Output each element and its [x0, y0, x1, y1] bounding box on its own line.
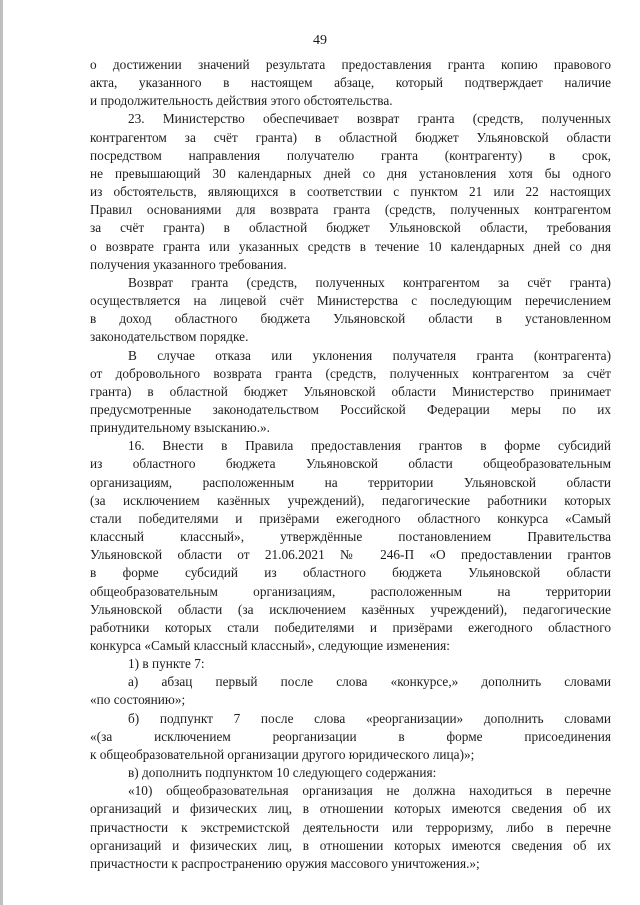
- text-line: в) дополнить подпунктом 10 следующего содержания:: [128, 765, 437, 781]
- text-line: «по состоянию»;: [90, 692, 186, 708]
- text-line: от добровольного возврата гранта (средств, полученных контрагентом за счёт: [90, 365, 611, 381]
- text-line: к общеобразовательной организации другого юридического лица)»;: [90, 746, 475, 762]
- text-line: не превышающий 30 календарных дней со дня установления хотя бы одного: [90, 165, 611, 181]
- text-line: контрагентом за счёт гранта) в областной бюджет Ульяновской области: [90, 129, 611, 145]
- text-line: в форме субсидий из областного бюджета Ульяновской области: [90, 565, 611, 581]
- text-line: получения указанного требования.: [90, 256, 287, 272]
- text-line: общеобразовательным организациям, расположенным на территории: [90, 583, 611, 599]
- text-line: из обстоятельств, являющихся в соответствии с пунктом 21 или 22 настоящих: [90, 184, 611, 200]
- scan-edge: [0, 0, 3, 905]
- page-number: 49: [313, 33, 327, 48]
- text-line: причастности к экстремистской деятельности или терроризму, либо в перечне: [90, 819, 611, 835]
- text-line: работники которых стали победителями и призёрами ежегодного областного: [90, 619, 611, 635]
- text-line: Возврат гранта (средств, полученных контрагентом за счёт гранта): [128, 274, 611, 290]
- text-line: организаций и физических лиц, в отношении которых имеются сведения об их: [90, 837, 611, 853]
- text-line: В случае отказа или уклонения получателя гранта (контрагента): [128, 347, 611, 363]
- text-line: Ульяновской области от 21.06.2021 № 246-П «О предоставлении грантов: [90, 547, 611, 563]
- text-line: причастности к распространению оружия массового уничтожения.»;: [90, 855, 480, 871]
- text-line: предусмотренные законодательством Российской Федерации меры по их: [90, 401, 611, 417]
- text-line: 1) в пункте 7:: [128, 656, 205, 672]
- text-line: в доход областного бюджета Ульяновской области в установленном: [90, 311, 611, 327]
- text-line: принудительному взысканию.».: [90, 420, 270, 436]
- text-line: посредством направления получателю гранта (контрагенту) в срок,: [90, 147, 611, 163]
- text-line: о возврате гранта или указанных средств в течение 10 календарных дней со дня: [90, 238, 611, 254]
- text-line: конкурса «Самый классный классный», следующие изменения:: [90, 638, 450, 653]
- text-line: организаций и физических лиц, в отношении которых имеются сведения об их: [90, 801, 611, 817]
- text-line: за счёт гранта) в областной бюджет Ульяновской области, требования: [90, 220, 611, 236]
- text-line: акта, указанного в настоящем абзаце, который подтверждает наличие: [90, 75, 611, 91]
- text-line: классный классный», утверждённые постановлением Правительства: [90, 529, 611, 545]
- text-line: а) абзац первый после слова «конкурсе,» дополнить словами: [128, 674, 611, 690]
- text-line: «(за исключением реорганизации в форме присоединения: [90, 728, 611, 744]
- text-line: и продолжительность действия этого обстоятельства.: [90, 93, 393, 109]
- text-line: законодательством порядке.: [90, 329, 249, 345]
- text-line: из областного бюджета Ульяновской области общеобразовательным: [90, 456, 611, 472]
- text-line: осуществляется на лицевой счёт Министерства с последующим перечислением: [90, 293, 611, 309]
- text-line: гранта) в областной бюджет Ульяновской области Министерство принимает: [90, 383, 611, 399]
- text-line: «10) общеобразовательная организация не должна находиться в перечне: [128, 783, 611, 799]
- text-line: о достижении значений результата предоставления гранта копию правового: [90, 57, 611, 72]
- text-line: 23. Министерство обеспечивает возврат гранта (средств, полученных: [128, 111, 611, 127]
- text-line: 16. Внести в Правила предоставления грантов в форме субсидий: [128, 438, 611, 454]
- text-line: стали победителями и призёрами ежегодного областного конкурса «Самый: [90, 510, 611, 526]
- text-line: (за исключением казённых учреждений), педагогические работники которых: [90, 492, 611, 508]
- text-line: организациям, расположенным на территории Ульяновской области: [90, 474, 611, 490]
- text-line: б) подпункт 7 после слова «реорганизации» дополнить словами: [128, 710, 611, 726]
- text-line: Ульяновской области (за исключением казённых учреждений), педагогические: [90, 601, 611, 617]
- text-line: Правил основаниями для возврата гранта (средств, полученных контрагентом: [90, 202, 611, 218]
- document-body: [90, 56, 611, 873]
